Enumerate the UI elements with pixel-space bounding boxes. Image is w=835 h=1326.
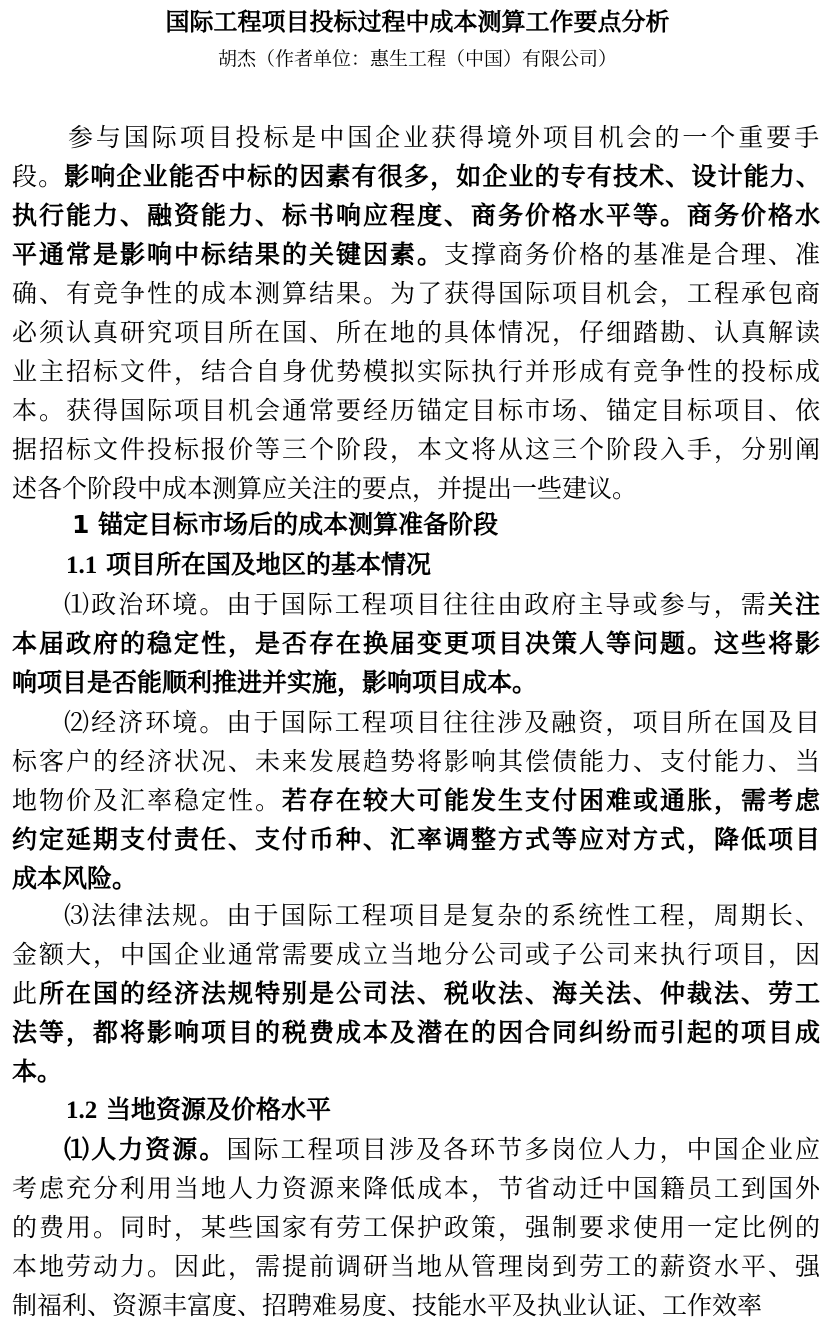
paragraph-line — [12, 469, 637, 509]
bold-text: 所在国的经济法规特别是公司法、税收法、海关法、仲裁法、劳工 — [39, 979, 823, 1008]
body-text: 此 — [12, 979, 40, 1008]
paragraph-line — [12, 742, 822, 782]
paragraph-line — [64, 1130, 822, 1170]
subsection-heading — [66, 1090, 331, 1131]
bold-text: 约定延期支付责任、支付币种、汇率调整方式等应对方式，降低项目 — [12, 825, 823, 854]
bold-text: 响项目是否能顺利推进并实施，影响项目成本。 — [12, 668, 538, 697]
bold-text: 关注 — [767, 590, 823, 619]
bold-text: 执行能力、融资能力、标书响应程度、商务价格水平等。商务价格水 — [12, 201, 823, 230]
body-text: 据招标文件投标报价等三个阶段，本文将从这三个阶段入手，分别阐 — [12, 435, 823, 464]
subsection-title: 当地资源及价格水平 — [97, 1095, 331, 1124]
body-text: 必须认真研究项目所在国、所在地的具体情况，仔细踏勘、认真解读 — [12, 318, 823, 347]
paragraph-line — [12, 157, 822, 197]
section-heading — [72, 505, 498, 545]
paragraph-line — [12, 391, 822, 431]
subsection-number: 1.1 — [66, 552, 98, 579]
paragraph-line — [12, 1247, 822, 1287]
paragraph-line — [12, 820, 822, 860]
body-text: 本。获得国际项目机会通常要经历锚定目标市场、锚定目标项目、依 — [12, 396, 823, 425]
body-text: ⑴政治环境。由于国际工程项目往往由政府主导或参与，需 — [64, 590, 768, 619]
paragraph-line — [12, 352, 822, 392]
body-text: 国际工程项目涉及各环节多岗位人力，中国企业应 — [226, 1135, 823, 1164]
paragraph-line — [12, 235, 822, 275]
paragraph-line — [12, 859, 137, 899]
paragraph-line — [64, 585, 822, 625]
paragraph-line — [12, 935, 822, 975]
body-text: 业主招标文件，结合自身优势模拟实际执行并形成有竞争性的投标成 — [12, 357, 823, 386]
paragraph-line — [12, 274, 822, 314]
body-text: 本地劳动力。因此，需提前调研当地从管理岗到劳工的薪资水平、强 — [12, 1252, 823, 1281]
body-text: ⑵经济环境。由于国际工程项目往往涉及融资，项目所在国及目 — [64, 708, 823, 737]
body-text: 确、有竞争性的成本测算结果。为了获得国际项目机会，工程承包商 — [12, 279, 823, 308]
subsection-title: 项目所在国及地区的基本情况 — [97, 550, 431, 579]
paragraph-line — [68, 118, 822, 158]
bold-text: ⑴人力资源。 — [64, 1135, 227, 1164]
article-title: 国际工程项目投标过程中成本测算工作要点分析 — [165, 8, 670, 36]
body-text: 支撑商务价格的基准是合理、准 — [444, 240, 823, 269]
author-line: 胡杰（作者单位：惠生工程（中国）有限公司） — [217, 48, 617, 70]
paragraph-line — [12, 313, 822, 353]
body-text: 述各个阶段中成本测算应关注的要点，并提出一些建议。 — [12, 474, 638, 503]
subsection-number: 1.2 — [66, 1097, 98, 1124]
bold-text: 本届政府的稳定性，是否存在换届变更项目决策人等问题。这些将影 — [12, 629, 823, 658]
paragraph-line — [12, 196, 822, 236]
paragraph-line — [12, 974, 822, 1014]
subsection-heading — [66, 545, 431, 586]
bold-text: 成本风险。 — [12, 864, 138, 893]
body-text: 制福利、资源丰富度、招聘难易度、技能水平及执业认证、工作效率 — [12, 1291, 763, 1320]
body-text: 标客户的经济状况、未来发展趋势将影响其偿债能力、支付能力、当 — [12, 747, 823, 776]
bold-text: 法等，都将影响项目的税费成本及潜在的因合同纠纷而引起的项目成 — [12, 1018, 823, 1047]
body-text: ⑶法律法规。由于国际工程项目是复杂的系统性工程，周期长、 — [64, 901, 823, 930]
body-text: 金额大，中国企业通常需要成立当地分公司或子公司来执行项目，因 — [12, 940, 823, 969]
paragraph-line — [12, 1169, 822, 1209]
paragraph-line — [12, 663, 537, 703]
body-text: 考虑充分利用当地人力资源来降低成本，节省动迁中国籍员工到国外 — [12, 1174, 823, 1203]
paragraph-line — [64, 896, 822, 936]
body-text: 段。 — [12, 162, 65, 191]
paragraph-line — [12, 781, 822, 821]
bold-text: 影响企业能否中标的因素有很多，如企业的专有技术、设计能力、 — [64, 162, 823, 191]
paragraph-line — [12, 1013, 822, 1053]
paragraph-line — [12, 1286, 762, 1326]
body-text: 的费用。同时，某些国家有劳工保护政策，强制要求使用一定比例的 — [12, 1213, 823, 1242]
paragraph-line — [12, 624, 822, 664]
paragraph-line — [12, 1208, 822, 1248]
bold-text: 本。 — [12, 1057, 63, 1086]
bold-text: 若存在较大可能发生支付困难或通胀，需考虑 — [282, 786, 823, 815]
paragraph-line — [12, 430, 822, 470]
paragraph-line — [64, 703, 822, 743]
bold-text: 平通常是影响中标结果的关键因素。 — [12, 240, 445, 269]
body-text: 参与国际项目投标是中国企业获得境外项目机会的一个重要手 — [68, 123, 823, 152]
section-heading-text: 1 锚定目标市场后的成本测算准备阶段 — [72, 510, 499, 539]
paragraph-line — [12, 1052, 62, 1092]
body-text: 地物价及汇率稳定性。 — [12, 786, 283, 815]
